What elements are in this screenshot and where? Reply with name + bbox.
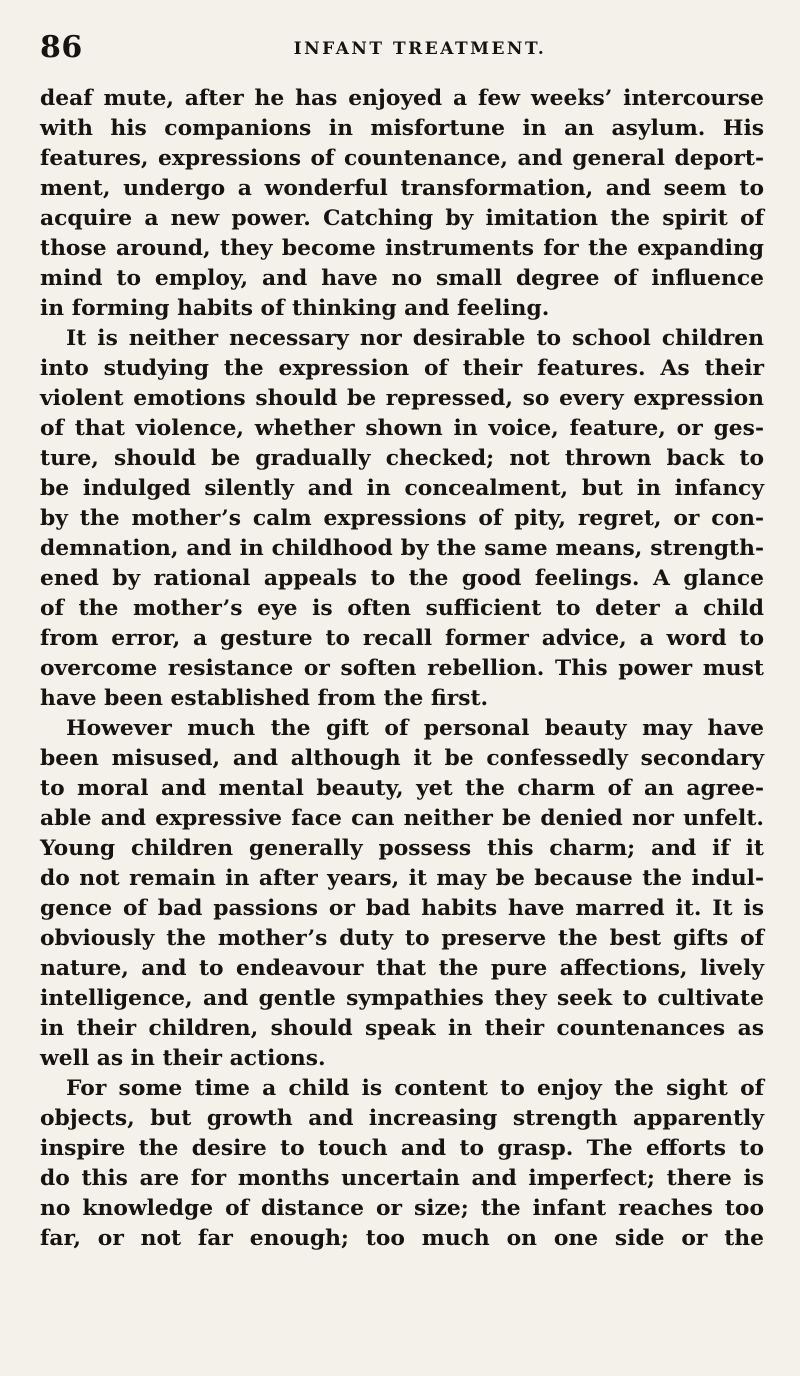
body-text	[40, 84, 764, 1254]
text-line: to moral and mental beauty, yet the charm of an agree-	[40, 776, 764, 801]
text-line: far, or not far enough; too much on one side or the	[40, 1226, 764, 1251]
text-line: have been established from the first.	[40, 686, 489, 711]
text-line: with his companions in misfortune in an asylum. His	[40, 116, 764, 141]
text-line: be indulged silently and in concealment, but in infancy	[40, 476, 764, 501]
text-line: violent emotions should be repressed, so every expression	[40, 386, 764, 411]
text-line: do not remain in after years, it may be because the indul-	[40, 866, 764, 891]
text-line: gence of bad passions or bad habits have marred it. It is	[40, 896, 764, 921]
text-line: mind to employ, and have no small degree of influence	[40, 266, 764, 291]
text-line: of the mother’s eye is often sufficient to deter a child	[40, 596, 764, 621]
text-line: into studying the expression of their features. As their	[40, 356, 764, 381]
text-line: acquire a new power. Catching by imitation the spirit of	[40, 206, 764, 231]
text-line: able and expressive face can neither be denied nor unfelt.	[40, 806, 764, 831]
text-line: For some time a child is content to enjoy the sight of	[66, 1076, 764, 1101]
text-line: objects, but growth and increasing strength apparently	[40, 1106, 764, 1131]
text-line: those around, they become instruments for the expanding	[40, 236, 764, 261]
text-line: ture, should be gradually checked; not thrown back to	[40, 446, 764, 471]
text-line: of that violence, whether shown in voice, feature, or ges-	[40, 416, 764, 441]
text-line: features, expressions of countenance, and general deport-	[40, 146, 764, 171]
text-line: It is neither necessary nor desirable to school children	[66, 326, 764, 351]
running-head: INFANT TREATMENT.	[293, 39, 547, 59]
text-line: inspire the desire to touch and to grasp. The efforts to	[40, 1136, 764, 1161]
text-line: no knowledge of distance or size; the infant reaches too	[40, 1196, 764, 1221]
text-line: from error, a gesture to recall former advice, a word to	[40, 626, 764, 651]
text-line: well as in their actions.	[40, 1046, 326, 1071]
text-line: demnation, and in childhood by the same means, strength-	[40, 536, 764, 561]
text-line: ened by rational appeals to the good feelings. A glance	[40, 566, 764, 591]
text-line: overcome resistance or soften rebellion. This power must	[40, 656, 764, 681]
text-line: However much the gift of personal beauty may have	[66, 716, 764, 741]
text-line: in forming habits of thinking and feeling.	[40, 296, 550, 321]
text-line: deaf mute, after he has enjoyed a few weeks’ intercourse	[40, 86, 764, 111]
page-header	[40, 30, 760, 66]
page-number: 86	[40, 30, 83, 65]
text-line: by the mother’s calm expressions of pity, regret, or con-	[40, 506, 764, 531]
text-line: intelligence, and gentle sympathies they seek to cultivate	[40, 986, 764, 1011]
text-line: obviously the mother’s duty to preserve the best gifts of	[40, 926, 764, 951]
text-line: Young children generally possess this charm; and if it	[40, 836, 764, 861]
text-line: been misused, and although it be confessedly secondary	[40, 746, 764, 771]
text-line: do this are for months uncertain and imperfect; there is	[40, 1166, 764, 1191]
text-line: nature, and to endeavour that the pure affections, lively	[40, 956, 764, 981]
text-line: ment, undergo a wonderful transformation, and seem to	[40, 176, 764, 201]
text-line: in their children, should speak in their countenances as	[40, 1016, 764, 1041]
